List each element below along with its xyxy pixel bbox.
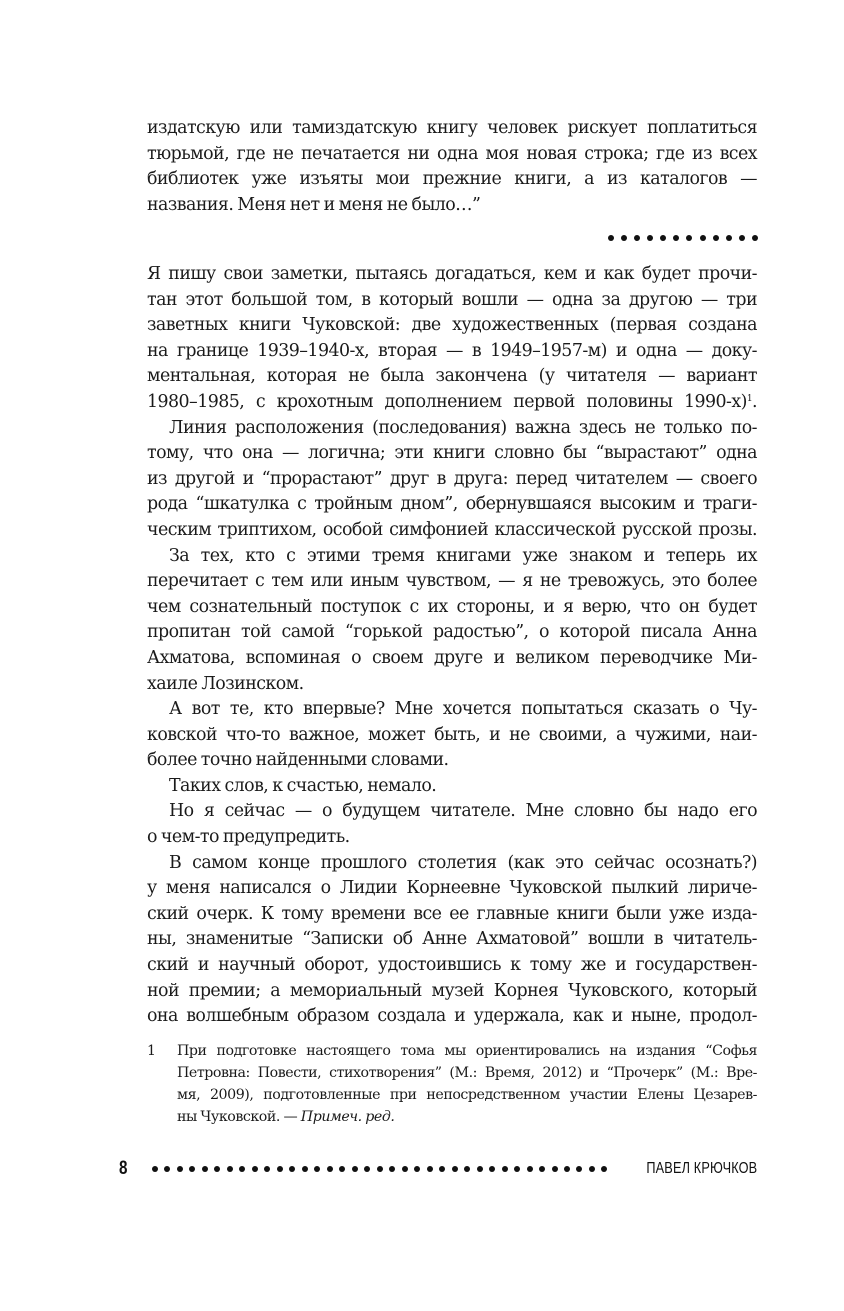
leader-dot — [314, 1166, 320, 1172]
leader-dot — [539, 1166, 545, 1172]
text-line: из другой и “прорастают” друг в друга: перед читателем — своего — [147, 468, 757, 489]
running-head-author: ПАВЕЛ КРЮЧКОВ — [646, 1160, 757, 1177]
leader-dot — [514, 1166, 520, 1172]
text-line: За тех, кто с этими тремя книгами уже знаком и теперь их — [169, 545, 757, 566]
footnote-body — [177, 1040, 757, 1128]
divider-dot — [647, 235, 653, 241]
text-line: у меня написался о Лидии Корнеевне Чуковской пылкий лириче- — [147, 878, 757, 899]
leader-dot — [427, 1166, 433, 1172]
leader-dot — [564, 1166, 570, 1172]
text-line: издатскую или тамиздатскую книгу человек рискует поплатиться — [147, 118, 757, 138]
footnote-line: Петровна: Повести, стихотворения” (М.: Время, 2012) и “Прочерк” (М.: Вре- — [177, 1065, 757, 1081]
divider-dot — [608, 235, 614, 241]
text-line: Но я сейчас — о будущем читателе. Мне словно бы надо его — [169, 801, 757, 822]
text-line: чем сознательный поступок с их стороны, и я верю, что он будет — [147, 596, 757, 617]
text-line: Я пишу свои заметки, пытаясь догадаться, кем и как будет прочи- — [147, 264, 757, 284]
text-line: ческим триптихом, особой симфонией классической русской прозы. — [147, 519, 757, 540]
footer-dot-leader — [152, 1166, 608, 1172]
footnote-number: 1 — [147, 1043, 156, 1059]
leader-dot — [152, 1166, 158, 1172]
leader-dot — [327, 1166, 333, 1172]
text-line: перечитает с тем или иным чувством, — я не тревожусь, это более — [147, 571, 757, 592]
text-line: В самом конце прошлого столетия (как это сейчас осознать?) — [169, 852, 757, 873]
leader-dot — [227, 1166, 233, 1172]
leader-dot — [502, 1166, 508, 1172]
text-line: библиотек уже изъяты мои прежние книги, а из каталогов — — [147, 169, 757, 190]
divider-dot — [752, 235, 758, 241]
divider-dot — [713, 235, 719, 241]
leader-dot — [576, 1166, 582, 1172]
leader-dot — [527, 1166, 533, 1172]
leader-dot — [439, 1166, 445, 1172]
leader-dot — [264, 1166, 270, 1172]
footnote-text: ны Чуковской. — — [177, 1109, 301, 1125]
text-line: Таких слов, к счастью, немало. — [169, 775, 437, 796]
text-segment: 1980–1985, с крохотным дополнением первой половины 1990-х) — [147, 391, 747, 412]
leader-dot — [364, 1166, 370, 1172]
leader-dot — [177, 1166, 183, 1172]
footnote-line: мя, 2009), подготовленные при непосредственном участии Елены Цезарев- — [177, 1087, 757, 1103]
leader-dot — [339, 1166, 345, 1172]
leader-dot — [452, 1166, 458, 1172]
leader-dot — [464, 1166, 470, 1172]
text-line: о чем-то предупредить. — [147, 827, 350, 848]
leader-dot — [377, 1166, 383, 1172]
quote-continuation — [147, 116, 757, 218]
leader-dot — [477, 1166, 483, 1172]
text-line: заветных книги Чуковской: две художественных (первая создана — [147, 315, 757, 336]
text-line-with-footnote — [147, 390, 757, 416]
footnote-line: При подготовке настоящего тома мы ориентировались на издания “Софья — [177, 1043, 757, 1059]
text-line: ковской что-то важное, может быть, и не своими, а чужими, наи- — [147, 724, 757, 745]
text-line: Линия расположения (последования) важна здесь не только по- — [169, 417, 757, 438]
divider-dot — [660, 235, 666, 241]
divider-dot — [739, 235, 745, 241]
leader-dot — [489, 1166, 495, 1172]
text-line: Ахматова, вспоминая о своем друге и великом переводчике Ми- — [147, 647, 757, 668]
leader-dot — [277, 1166, 283, 1172]
divider-dot — [634, 235, 640, 241]
leader-dot — [164, 1166, 170, 1172]
text-line: ский и научный оборот, удостоившись к тому же и государствен- — [147, 955, 757, 976]
section-divider — [608, 232, 758, 244]
footnote-line — [177, 1106, 757, 1128]
text-line: ной премии; а мемориальный музей Корнея Чуковского, который — [147, 980, 757, 1001]
leader-dot — [552, 1166, 558, 1172]
leader-dot — [352, 1166, 358, 1172]
text-line: пропитан той самой “горькой радостью”, о которой писала Анна — [147, 622, 757, 643]
leader-dot — [252, 1166, 258, 1172]
text-line: ский очерк. К тому времени все ее главные книги были уже изда- — [147, 903, 757, 924]
body-text — [147, 262, 757, 1030]
leader-dot — [389, 1166, 395, 1172]
text-line: более точно найденными словами. — [147, 750, 449, 771]
text-line: названия. Меня нет и меня не было…” — [147, 194, 481, 215]
leader-dot — [289, 1166, 295, 1172]
text-line: на границе 1939–1940-х, вторая — в 1949–1957-м) и одна — доку- — [147, 340, 757, 361]
divider-dot — [621, 235, 627, 241]
footnote-reference[interactable]: 1 — [746, 393, 753, 404]
text-line: рода “шкатулка с тройным дном”, обернувшаяся высоким и траги- — [147, 494, 757, 515]
leader-dot — [239, 1166, 245, 1172]
leader-dot — [414, 1166, 420, 1172]
leader-dot — [589, 1166, 595, 1172]
leader-dot — [302, 1166, 308, 1172]
text-segment: . — [752, 391, 757, 412]
text-line: хаиле Лозинском. — [147, 673, 304, 694]
divider-dot — [726, 235, 732, 241]
page-number: 8 — [119, 1158, 128, 1179]
text-line: ментальная, которая не была закончена (у читателя — вариант — [147, 366, 757, 387]
divider-dot — [700, 235, 706, 241]
leader-dot — [214, 1166, 220, 1172]
text-line: тому, что она — логична; эти книги словно бы “вырастают” одна — [147, 443, 757, 464]
page-footer — [119, 1158, 757, 1180]
text-line: тюрьмой, где не печатается ни одна моя новая строка; где из всех — [147, 143, 757, 164]
text-line: она волшебным образом создала и удержала, как и ныне, продол- — [147, 1006, 757, 1027]
text-line: ны, знаменитые “Записки об Анне Ахматовой” вошли в читатель- — [147, 929, 757, 950]
text-line: А вот те, кто впервые? Мне хочется попытаться сказать о Чу- — [169, 699, 757, 720]
editor-note: Примеч. ред. — [300, 1109, 395, 1125]
divider-dot — [686, 235, 692, 241]
leader-dot — [601, 1166, 607, 1172]
leader-dot — [402, 1166, 408, 1172]
leader-dot — [202, 1166, 208, 1172]
leader-dot — [189, 1166, 195, 1172]
divider-dot — [673, 235, 679, 241]
text-line: тан этот большой том, в который вошли — одна за другою — три — [147, 289, 757, 310]
